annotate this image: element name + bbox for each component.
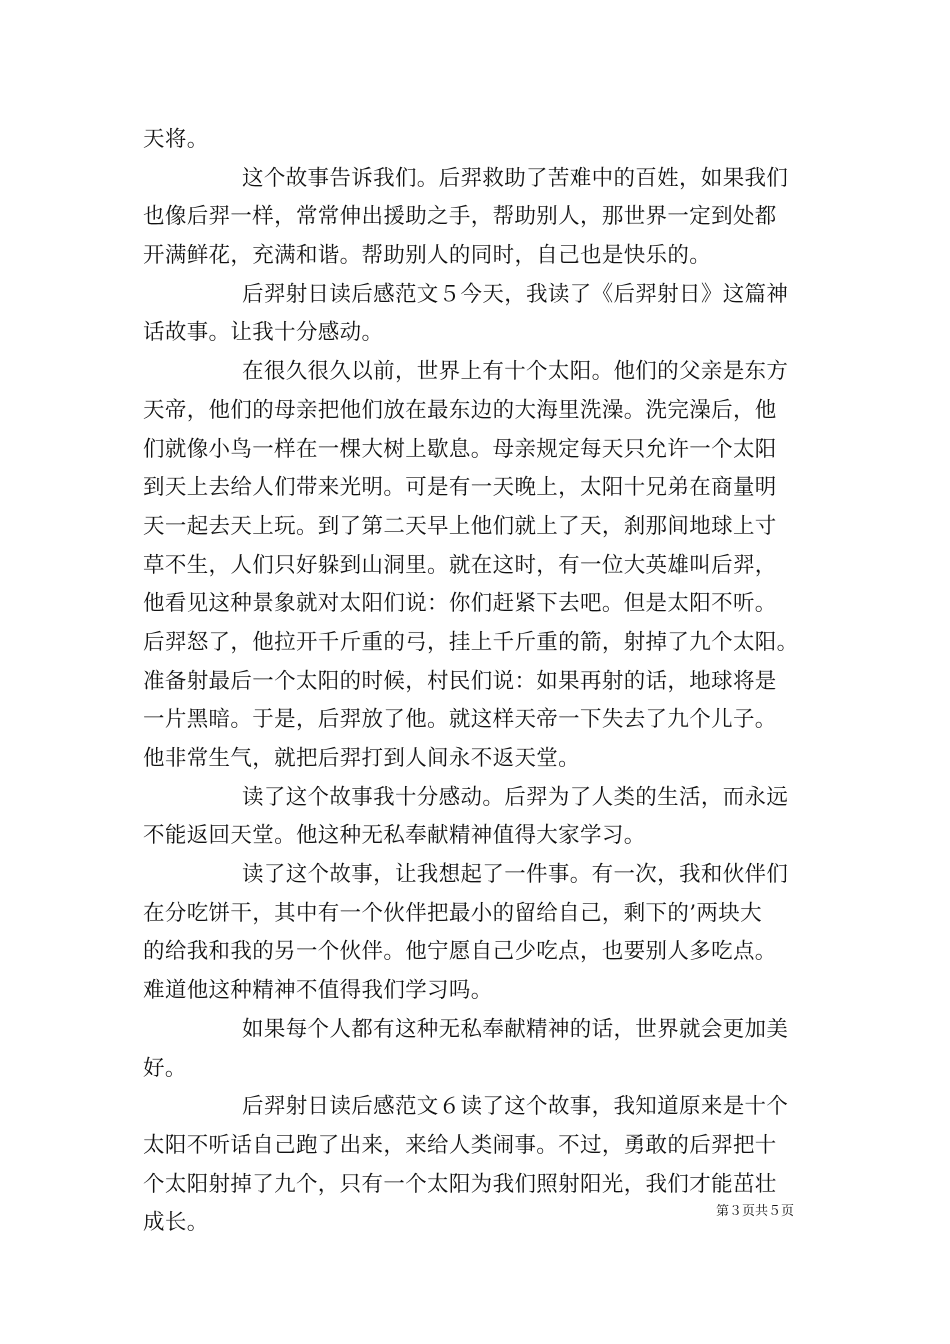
text-line: 他非常生气，就把后羿打到人间永不返天堂。 [143, 746, 581, 771]
text-line: 天一起去天上玩。到了第二天早上他们就上了天，刹那间地球上寸 [143, 513, 777, 539]
text-line: 后羿射日读后感范文５今天，我读了《后羿射日》这篇神 [242, 281, 789, 307]
text-line: 如果每个人都有这种无私奉献精神的话，世界就会更加美 [242, 1016, 789, 1042]
text-line: 草不生，人们只好躲到山洞里。就在这时，有一位大英雄叫后羿， [143, 552, 777, 578]
text-line: 们就像小鸟一样在一棵大树上歇息。母亲规定每天只允许一个太阳 [143, 436, 777, 462]
text-line: 个太阳射掉了九个，只有一个太阳为我们照射阳光，我们才能茁壮 [143, 1171, 777, 1197]
text-line: 读了这个故事，让我想起了一件事。有一次，我和伙伴们 [242, 862, 789, 888]
text-line: 成长。 [143, 1210, 209, 1236]
text-line: 一片黑暗。于是，后羿放了他。就这样天帝一下失去了九个儿子。 [143, 707, 777, 733]
page-number: 第３页共５页 [716, 1204, 795, 1219]
text-line: 这个故事告诉我们。后羿救助了苦难中的百姓，如果我们 [242, 165, 789, 191]
text-line: 天帝，他们的母亲把他们放在最东边的大海里洗澡。洗完澡后，他 [143, 397, 777, 423]
body-text [143, 121, 823, 1243]
text-line: 的给我和我的另一个伙伴。他宁愿自己少吃点，也要别人多吃点。 [143, 939, 777, 965]
text-line: 太阳不听话自己跑了出来，来给人类闹事。不过，勇敢的后羿把十 [143, 1132, 777, 1158]
text-line: 他看见这种景象就对太阳们说：你们赶紧下去吧。但是太阳不听。 [143, 591, 777, 617]
text-line: 开满鲜花，充满和谐。帮助别人的同时，自己也是快乐的。 [143, 243, 712, 269]
text-line: 也像后羿一样，常常伸出援助之手，帮助别人，那世界一定到处都 [143, 204, 777, 230]
text-line: 话故事。让我十分感动。 [143, 320, 384, 346]
text-line: 准备射最后一个太阳的时候，村民们说：如果再射的话，地球将是 [143, 668, 777, 694]
text-line: 在很久很久以前，世界上有十个太阳。他们的父亲是东方 [242, 359, 789, 385]
text-line: 后羿射日读后感范文６读了这个故事，我知道原来是十个 [242, 1094, 789, 1120]
text-line: 读了这个故事我十分感动。后羿为了人类的生活，而永远 [242, 784, 789, 810]
text-line: 后羿怒了，他拉开千斤重的弓，挂上千斤重的箭，射掉了九个太阳。 [143, 629, 799, 655]
text-line: 不能返回天堂。他这种无私奉献精神值得大家学习。 [143, 823, 646, 849]
text-line: 到天上去给人们带来光明。可是有一天晚上，太阳十兄弟在商量明 [143, 475, 777, 501]
text-line: 好。 [143, 1055, 187, 1081]
text-line: 在分吃饼干，其中有一个伙伴把最小的留给自己，剩下的’两块大 [143, 900, 762, 926]
text-line: 天将。 [143, 127, 209, 152]
text-line: 难道他这种精神不值得我们学习吗。 [143, 978, 493, 1004]
